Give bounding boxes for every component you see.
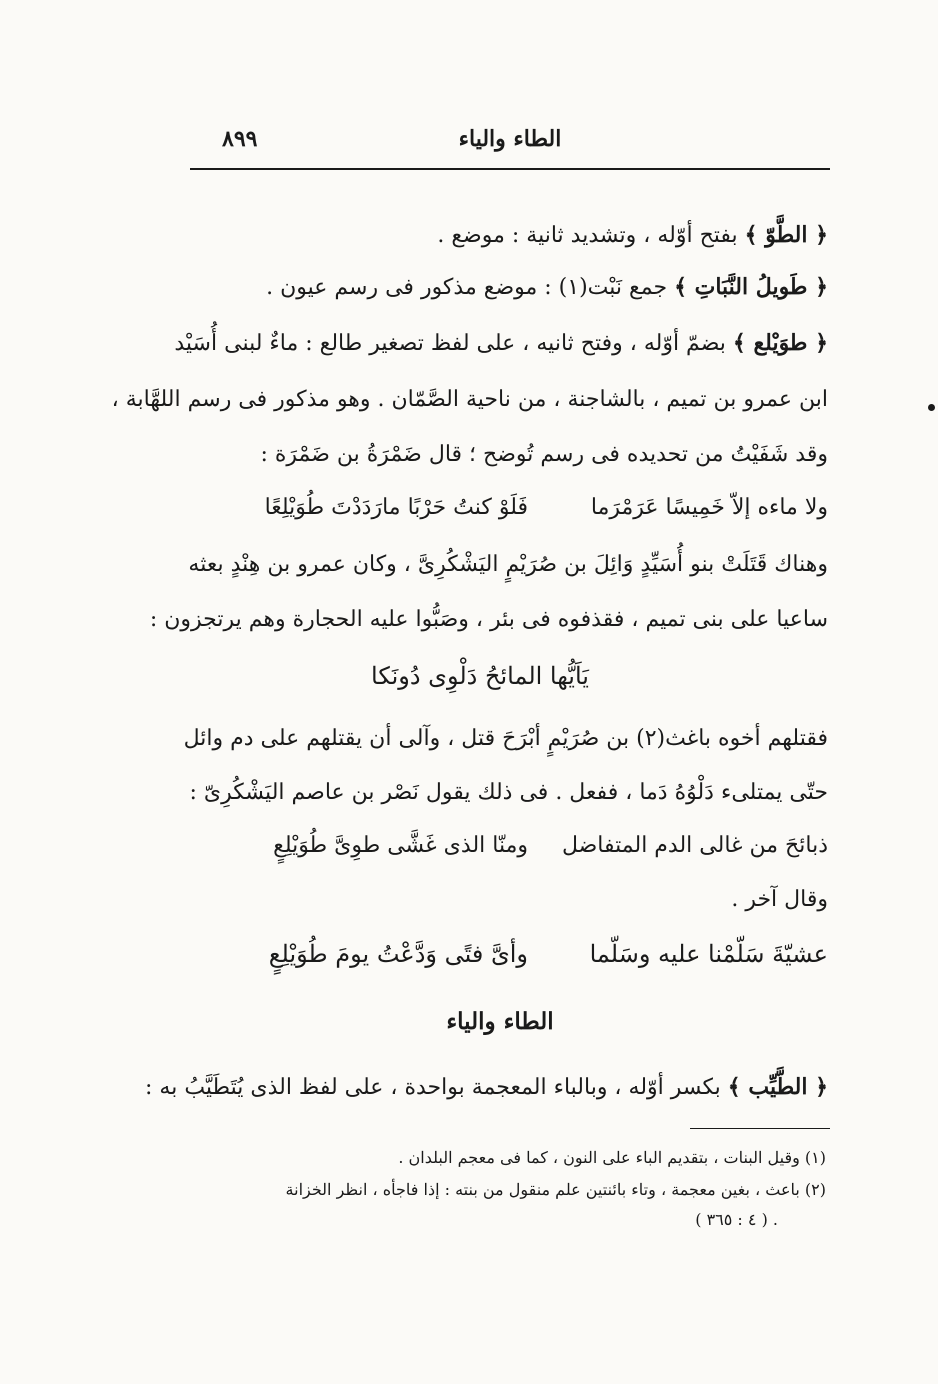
entry-line-2 xyxy=(108,272,828,303)
rajaz-verse: يَاَيُّها المائحُ دَلْوِى دُونَكا xyxy=(371,662,589,690)
entry-term: ﴿ الطَّوّ ﴾ xyxy=(744,222,828,248)
verse-hemistich: ولا ماءه إلاّ خَمِيسًا عَرَمْرَما xyxy=(590,495,828,520)
verse-hemistich: وأىَّ فتًى وَدَّعْتُ يومَ طُوَيْلِعٍ xyxy=(268,940,528,968)
entry-text: بفتح أوّله ، وتشديد ثانية : موضع . xyxy=(437,223,738,248)
footnote-rule xyxy=(690,1128,830,1129)
entry-term: ﴿ طوَيْلع ﴾ xyxy=(732,330,828,356)
verse-hemistich: عشيّةَ سَلّمْنا عليه وسَلّما xyxy=(589,940,828,968)
body-line: وهناك قَتَلَتْ بنو أُسَيِّدٍ وَائِلَ بن صُرَيْمٍ اليَشْكُرِىَّ ، وكان عمرو بن هِنْدٍ بعثه xyxy=(188,552,828,577)
entry-text: بضمّ أوّله ، وفتح ثانيه ، على لفظ تصغير طالع : ماءٌ لبنى أُسَيْد xyxy=(174,331,726,356)
entry-text: جمع نَبْت(١) : موضع مذكور فى رسم عيون . xyxy=(266,275,668,300)
body-line: وقد شَفَيْتُ من تحديده فى رسم تُوضح ؛ قال ضَمْرَةُ بن ضَمْرَة : xyxy=(260,442,828,467)
page-number: ٨٩٩ xyxy=(222,126,258,152)
body-line: وقال آخر . xyxy=(731,887,828,912)
body-line: حتّى يمتلىء دَلْوُهُ دَما ، ففعل . فى ذلك يقول نَصْر بن عاصم اليَشْكُرِىّ : xyxy=(189,780,828,805)
body-line: فقتلهم أخوه باغث(٢) بن صُرَيْمٍ أبْرَحَ قتل ، وآلى أن يقتلهم على دم وائل xyxy=(183,726,828,751)
running-header-title: الطاء والياء xyxy=(458,126,562,152)
verse-hemistich: فَلَوْ كنتُ حَرْبًا مارَدَدْتَ طُوَيْلِعًا xyxy=(264,495,528,520)
section-heading: الطاء والياء xyxy=(446,1008,554,1035)
entry-text: بكسر أوّله ، وبالباء المعجمة بواحدة ، على لفظ الذى يُتَطَيَّبُ به : xyxy=(145,1075,721,1100)
footnote-2: (٢) باعث ، بغين معجمة ، وتاء بائنتين علم منقول من بنته : إذا فاجأه ، انظر الخزانة xyxy=(285,1180,826,1199)
body-line: ابن عمرو بن تميم ، بالشاجنة ، من ناحية الصَّمّان . وهو مذكور فى رسم اللهَّابة ، xyxy=(111,387,828,412)
entry-term: ﴿ الطَّيِّب ﴾ xyxy=(727,1074,828,1100)
verse-hemistich: ومنّا الذى غَشَّى طوِىَّ طُوَيْلِعٍ xyxy=(273,833,528,858)
entry-line-16 xyxy=(108,1072,828,1103)
margin-mark xyxy=(928,404,935,411)
footnote-2-continuation: . ( ٤ : ٣٦٥ ) xyxy=(695,1210,778,1229)
footnote-1: (١) وقيل البنات ، بتقديم الباء على النون ، كما فى معجم البلدان . xyxy=(398,1148,826,1167)
entry-line-3 xyxy=(108,328,828,359)
verse-hemistich: ذبائحَ من غالى الدم المتفاضل xyxy=(561,833,828,858)
entry-line-1 xyxy=(108,220,828,251)
header-rule xyxy=(190,168,830,170)
entry-term: ﴿ طَويلُ النَّبَاتِ ﴾ xyxy=(674,274,828,300)
body-line: ساعيا على بنى تميم ، فقذفوه فى بئر ، وصَبُّوا عليه الحجارة وهم يرتجزون : xyxy=(149,607,828,632)
